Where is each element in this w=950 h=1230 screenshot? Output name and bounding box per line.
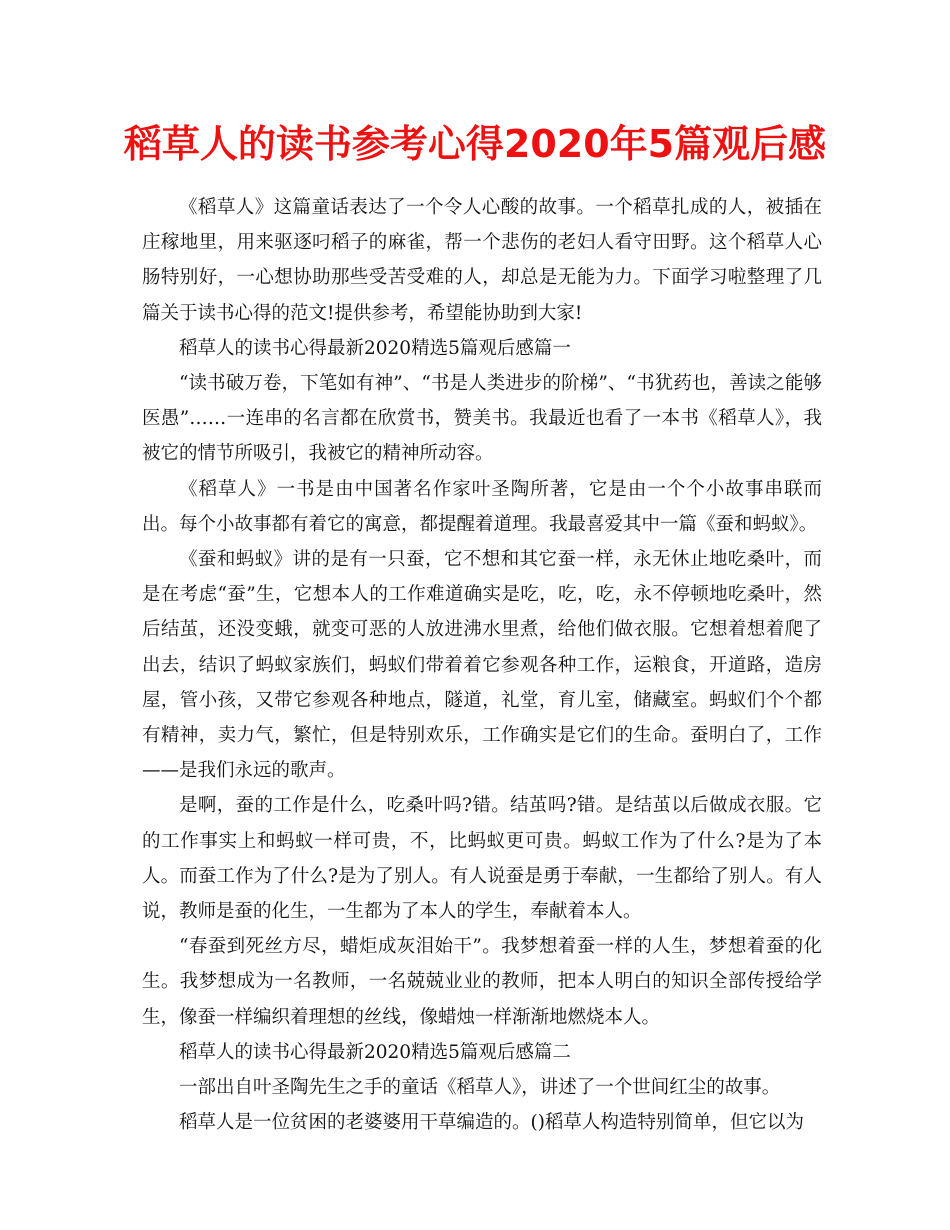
document-title: 稻草人的读书参考心得2020年5篇观后感 — [123, 122, 827, 166]
paragraph: “春蚕到死丝方尽，蜡炬成灰泪始干”。我梦想着蚕一样的人生，梦想着蚕的化生。我梦想成为一名教师，一名兢兢业业的教师，把本人明白的知识全部传授给学生，像蚕一样编织着理想的丝线，像蜡烛一样渐渐地燃烧本人。 — [142, 936, 822, 1028]
document-body — [142, 190, 822, 1140]
paragraph: 是啊，蚕的工作是什么，吃桑叶吗?错。结茧吗?错。是结茧以后做成衣服。它的工作事实上和蚂蚁一样可贵，不，比蚂蚁更可贵。蚂蚁工作为了什么?是为了本人。而蚕工作为了什么?是为了别人。有人说蚕是勇于奉献，一生都给了别人。有人说，教师是蚕的化生，一生都为了本人的学生，奉献着本人。 — [142, 795, 822, 923]
paragraph-intro: 《稻草人》这篇童话表达了一个令人心酸的故事。一个稻草扎成的人，被插在庄稼地里，用来驱逐叼稻子的麻雀，帮一个悲伤的老妇人看守田野。这个稻草人心肠特别好，一心想协助那些受苦受难的人，却总是无能为力。下面学习啦整理了几篇关于读书心得的范文!提供参考，希望能协助到大家! — [142, 197, 822, 324]
paragraph: “读书破万卷，下笔如有神”、“书是人类进步的阶梯”、“书犹药也，善读之能够医愚”……一连串的名言都在欣赏书，赞美书。我最近也看了一本书《稻草人》，我被它的情节所吸引，我被它的精神所动容。 — [142, 373, 822, 465]
paragraph: 《稻草人》一书是由中国著名作家叶圣陶所著，它是由一个个小故事串联而出。每个小故事都有着它的寓意，都提醒着道理。我最喜爱其中一篇《蚕和蚂蚁》。 — [142, 478, 822, 535]
paragraph: 一部出自叶圣陶先生之手的童话《稻草人》，讲述了一个世间红尘的故事。 — [179, 1077, 781, 1099]
section-heading-1: 稻草人的读书心得最新2020精选5篇观后感篇一 — [179, 337, 571, 359]
section-heading-2: 稻草人的读书心得最新2020精选5篇观后感篇二 — [179, 1041, 571, 1063]
paragraph: 《蚕和蚂蚁》讲的是有一只蚕，它不想和其它蚕一样，永无休止地吃桑叶，而是在考虑“蚕”生，它想本人的工作难道确实是吃，吃，吃，永不停顿地吃桑叶，然后结茧，还没变蛾，就变可恶的人放进沸水里煮，给他们做衣服。它想着想着爬了出去，结识了蚂蚁家族们，蚂蚁们带着着它参观各种工作，运粮食，开道路，造房屋，管小孩，又带它参观各种地点，隧道，礼堂，育儿室，储藏室。蚂蚁们个个都有精神，卖力气，繁忙，但是特别欢乐，工作确实是它们的生命。蚕明白了，工作——是我们永远的歌声。 — [142, 549, 822, 782]
paragraph: 稻草人是一位贫困的老婆婆用干草编造的。()稻草人构造特别简单，但它以为 — [179, 1112, 804, 1134]
